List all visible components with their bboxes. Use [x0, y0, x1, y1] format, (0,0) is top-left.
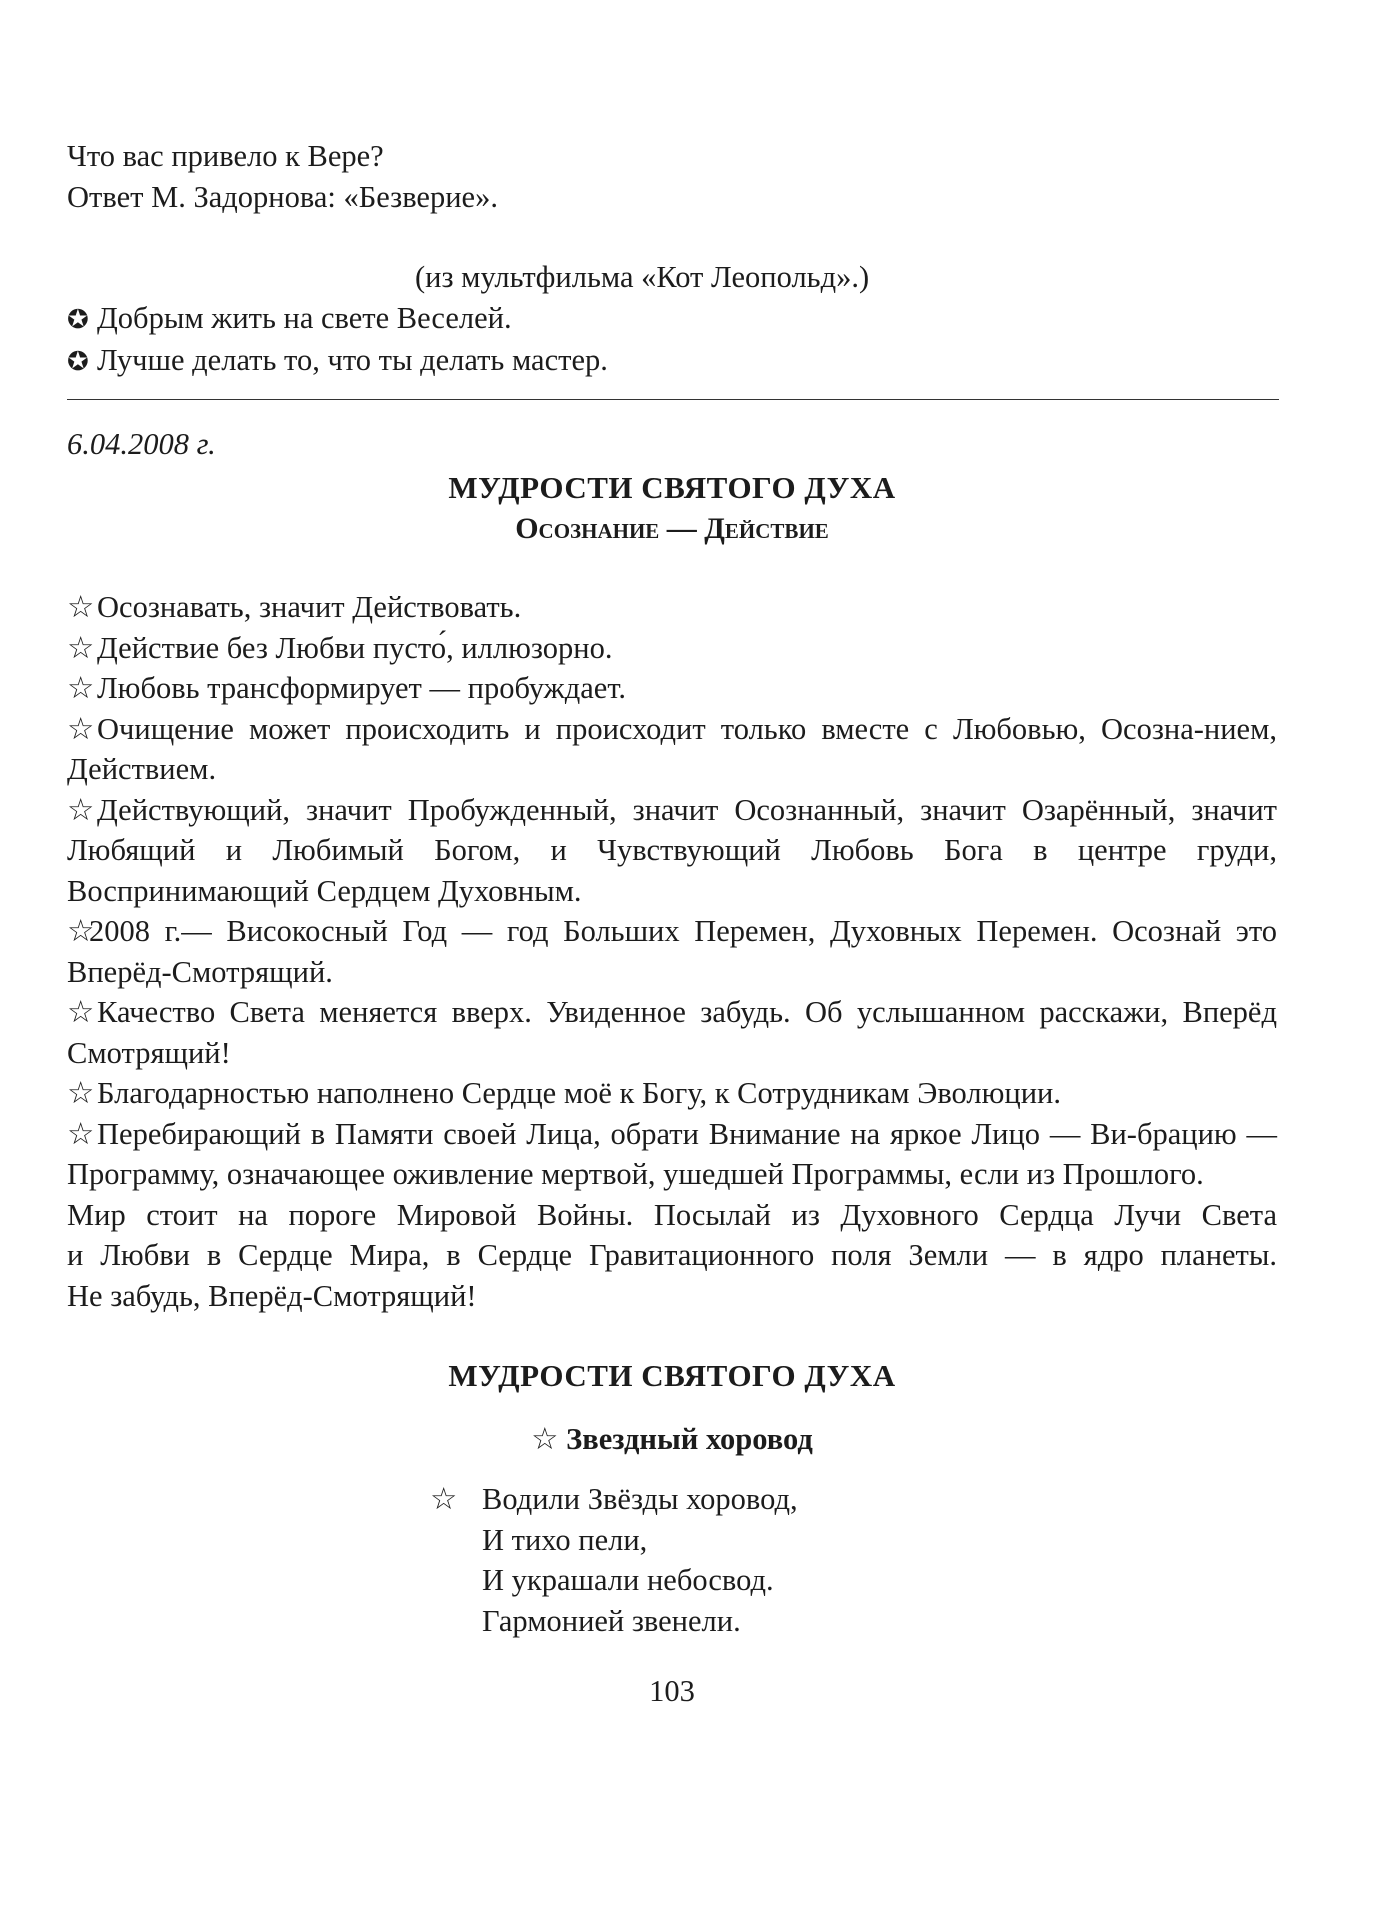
outline-star-icon: ☆	[67, 711, 95, 746]
outline-star-icon: ☆	[430, 1482, 458, 1516]
intro-answer: Ответ М. Задорнова: «Безверие».	[67, 179, 498, 214]
closing-line: и Любви в Сердце Мира, в Сердце Гравитационного поля Земли — в ядро планеты.	[67, 1238, 1277, 1272]
wisdom-item: ☆Перебирающий в Памяти своей Лица, обрати Внимание на яркое Лицо — Ви-брацию — Программу, означающее оживление мертвой, ушедшей Программы, если из Прошлого.	[67, 1114, 1277, 1195]
poem-line: И тихо пели,	[482, 1522, 648, 1557]
closing-line: Не забудь, Вперёд-Смотрящий!	[67, 1278, 477, 1313]
outline-star-icon: ☆	[67, 590, 95, 624]
entry-date: 6.04.2008 г.	[67, 426, 216, 461]
book-page	[67, 136, 1277, 1712]
outline-star-icon: ☆	[67, 914, 95, 948]
cartoon-item: ✪ Добрым жить на свете Веселей.	[67, 298, 1277, 341]
wisdom-item: ☆Осознавать, значит Действовать.	[67, 587, 1277, 628]
intro-question: Что вас привело к Вере?	[67, 139, 384, 173]
outline-star-icon: ☆	[67, 630, 95, 665]
page-number: 103	[649, 1674, 695, 1708]
poem-line: ☆ Водили Звёзды хоровод,	[430, 1479, 1277, 1520]
cartoon-source: (из мультфильма «Кот Леопольд».)	[415, 260, 870, 294]
poem	[430, 1479, 1277, 1641]
outline-star-icon: ☆	[67, 671, 95, 705]
poem-line: Гармонией звенели.	[482, 1603, 741, 1638]
star-circle-icon: ✪	[67, 347, 89, 376]
outline-star-icon: ☆	[67, 1076, 95, 1110]
poem-line: И украшали небосвод.	[482, 1563, 774, 1597]
outline-star-icon: ☆	[67, 995, 95, 1029]
star-circle-icon: ✪	[67, 304, 89, 334]
poem-heading: ☆ Звездный хоровод	[531, 1421, 813, 1456]
closing-line: Мир стоит на пороге Мировой Войны. Посылай из Духовного Сердца Лучи Света	[67, 1197, 1277, 1232]
wisdom-item: ☆Качество Света меняется вверх. Увиденное забудь. Об услышанном расскажи, Вперёд Смотрящий!	[67, 992, 1277, 1073]
outline-star-icon: ☆	[67, 1116, 95, 1151]
section-title: МУДРОСТИ СВЯТОГО ДУХА	[448, 470, 896, 505]
wisdom-item: ☆2008 г.— Високосный Год — год Больших Перемен, Духовных Перемен. Осознай это Вперёд-Смотрящий.	[67, 911, 1277, 992]
wisdom-item: ☆Любовь трансформирует — пробуждает.	[67, 668, 1277, 709]
outline-star-icon: ☆	[531, 1421, 559, 1456]
cartoon-item: ✪ Лучше делать то, что ты делать мастер.	[67, 340, 1277, 383]
section-title: МУДРОСТИ СВЯТОГО ДУХА	[448, 1358, 896, 1393]
wisdom-item: ☆Действующий, значит Пробужденный, значит Осознанный, значит Озарённый, значит Любящий и Любимый Богом, и Чувствующий Любовь Бога в центре груди, Воспринимающий Сердцем Духовным.	[67, 790, 1277, 912]
wisdom-item: ☆Очищение может происходить и происходит только вместе с Любовью, Осозна-нием, Действием.	[67, 709, 1277, 790]
section-divider	[67, 399, 1279, 400]
section-subtitle: Осознание — Действие	[515, 511, 829, 545]
wisdom-item: ☆Благодарностью наполнено Сердце моё к Богу, к Сотрудникам Эволюции.	[67, 1073, 1277, 1114]
wisdom-item: ☆Действие без Любви пусто́, иллюзорно.	[67, 628, 1277, 669]
outline-star-icon: ☆	[67, 792, 95, 827]
